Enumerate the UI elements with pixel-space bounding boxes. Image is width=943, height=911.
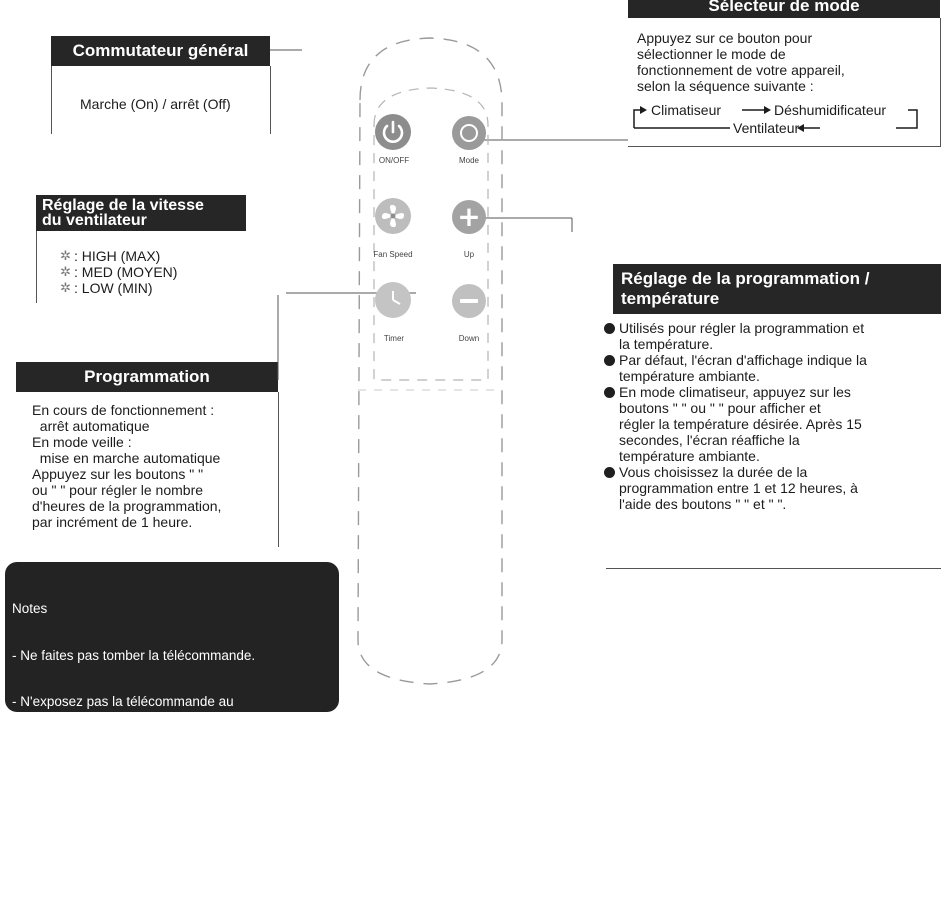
programming-title: Programmation <box>16 362 278 392</box>
programming-line: par incrément de 1 heure. <box>32 514 193 530</box>
temp-setting-line: Vous choisissez la durée de la <box>619 464 808 480</box>
temp-setting-line: boutons " " ou " " pour afficher et <box>619 400 821 416</box>
temp-setting-line: température ambiante. <box>619 448 760 464</box>
temp-setting-title-line: Réglage de la programmation / <box>621 269 870 288</box>
temp-setting-title-line: température <box>621 289 720 308</box>
timer-button[interactable] <box>375 282 411 318</box>
temp-setting-line: En mode climatiseur, appuyez sur les <box>619 384 851 400</box>
fan-speed-button[interactable] <box>375 198 411 234</box>
mode-selector-title: Sélecteur de mode <box>628 0 940 18</box>
timer-label: Timer <box>383 334 405 343</box>
mode-label: Mode <box>458 156 479 165</box>
mode-cycle-item: Déshumidificateur <box>774 102 887 118</box>
programming-line: En mode veille : <box>32 434 132 450</box>
main-switch-title: Commutateur général <box>51 36 270 66</box>
onoff-label: ON/OFF <box>378 156 410 165</box>
temp-setting-line: l'aide des boutons " " et " ". <box>619 496 787 512</box>
fan-high-icon: ✲ <box>60 248 71 263</box>
notes-line: - N'exposez pas la télécommande au <box>12 694 234 709</box>
temp-setting-line: programmation entre 1 et 12 heures, à <box>619 480 858 496</box>
notes-line: électique. <box>12 880 78 895</box>
plus-icon: + <box>457 200 481 233</box>
mode-selector-line: fonctionnement de votre appareil, <box>637 62 845 78</box>
temp-setting-line: température ambiante. <box>619 368 760 384</box>
programming-line: Appuyez sur les boutons " " <box>32 466 207 482</box>
notes-line: - Ne faites pas tomber la télécommande. <box>12 647 256 663</box>
programming-line: En cours de fonctionnement : <box>32 402 215 418</box>
mode-button[interactable] <box>452 116 486 150</box>
fan-speed-item: : MED (MOYEN) <box>74 264 178 280</box>
power-button[interactable] <box>375 114 411 150</box>
up-button[interactable] <box>452 200 486 234</box>
mode-selector-line: Appuyez sur ce bouton pour <box>637 30 813 46</box>
notes-line: - Éloignez la télécommande d'au-moins <box>12 787 248 802</box>
remote-outline <box>330 30 530 690</box>
minus-icon <box>460 299 478 303</box>
down-button[interactable] <box>452 284 486 318</box>
fan-speed-title-line: du ventilateur <box>42 212 147 229</box>
down-label: Down <box>458 334 480 343</box>
programming-line: ou " " pour régler le nombre <box>32 482 204 498</box>
fan-med-icon: ✲ <box>60 264 71 279</box>
main-switch-text: Marche (On) / arrêt (Off) <box>80 96 231 112</box>
fan-low-icon: ✲ <box>60 280 71 295</box>
temp-setting-line: Par défaut, l'écran d'affichage indique la <box>619 352 867 368</box>
mode-selector-line: sélectionner le mode de <box>637 46 786 62</box>
fan-speed-item: : HIGH (MAX) <box>74 248 161 264</box>
mode-ring-icon <box>460 124 478 142</box>
clock-icon <box>375 282 411 318</box>
notes-line: 1 mètre de la télévison ou autre appareil <box>12 833 261 849</box>
up-label: Up <box>463 250 475 259</box>
mode-cycle-item: Climatiseur <box>651 102 722 118</box>
temp-setting-line: secondes, l'écran réaffiche la <box>619 432 800 448</box>
programming-line: d'heures de la programmation, <box>32 498 222 514</box>
fan-speed-label: Fan Speed <box>373 250 413 259</box>
mode-cycle-item: Ventilateur <box>733 120 800 136</box>
fan-speed-title-line: Réglage de la vitesse <box>42 197 204 214</box>
programming-line: arrêt automatique <box>32 418 150 434</box>
mode-selector-line: selon la séquence suivante : <box>637 78 814 94</box>
notes-title: Notes <box>12 601 48 616</box>
fan-speed-item: : LOW (MIN) <box>74 280 153 296</box>
programming-line: mise en marche automatique <box>32 450 221 466</box>
temp-setting-line: régler la température désirée. Après 15 <box>619 416 862 432</box>
temp-setting-line: Utilisés pour régler la programmation et <box>619 320 865 336</box>
power-icon <box>375 114 411 150</box>
fan-icon <box>375 198 411 234</box>
notes-line: rayons directs du soleil. <box>12 740 161 756</box>
temp-setting-line: la température. <box>619 336 714 352</box>
